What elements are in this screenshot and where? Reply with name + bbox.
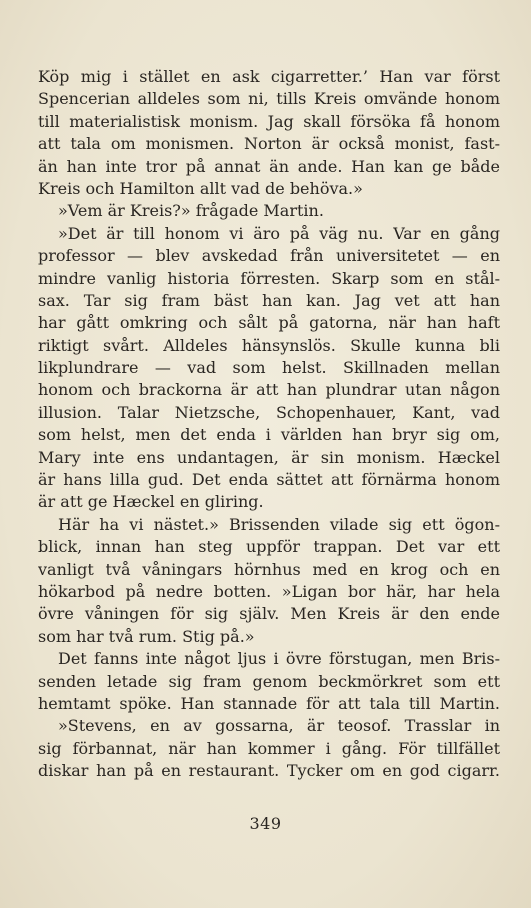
text-line: Kreis och Hamilton allt vad de behöva.»	[38, 178, 363, 198]
text-line: professor — blev avskedad från universitetet — en	[38, 246, 500, 266]
text-line: Det fanns inte något ljus i övre förstugan, men Bris-	[58, 649, 500, 669]
text-line: Här ha vi nästet.» Brissenden vilade sig ett ögon-	[58, 514, 500, 534]
text-line: likplundrare — vad som helst. Skillnaden mellan	[38, 358, 500, 378]
text-line: »Vem är Kreis?» frågade Martin.	[58, 201, 324, 221]
text-line: honom och brackorna är att han plundrar utan någon	[38, 380, 500, 400]
text-line: vanligt två våningars hörnhus med en krog och en	[38, 559, 500, 579]
text-line: sig förbannat, när han kommer i gång. För tillfället	[38, 738, 500, 758]
text-line: har gått omkring och sålt på gatorna, när han haft	[38, 313, 500, 333]
text-line: är att ge Hæckel en gliring.	[38, 492, 264, 512]
text-line: att tala om monismen. Norton är också monist, fast-	[38, 134, 500, 154]
text-line: sax. Tar sig fram bäst han kan. Jag vet att han	[38, 290, 500, 310]
text-line: »Stevens, en av gossarna, är teosof. Trasslar in	[58, 716, 500, 736]
text-line: »Det är till honom vi äro på väg nu. Var en gång	[58, 223, 500, 243]
text-line: till materialistisk monism. Jag skall försöka få honom	[38, 111, 500, 131]
page-number: 349	[249, 814, 282, 833]
text-line: hökarbod på nedre botten. »Ligan bor här, har hela	[38, 581, 500, 601]
text-line: mindre vanlig historia förresten. Skarp som en stål-	[38, 268, 500, 288]
text-line: Köp mig i stället en ask cigarretter.’ Han var först	[38, 67, 500, 86]
text-line: riktigt svårt. Alldeles hänsynslös. Skulle kunna bli	[38, 335, 500, 355]
text-line: illusion. Talar Nietzsche, Schopenhauer, Kant, vad	[38, 402, 500, 422]
text-line: Spencerian alldeles som ni, tills Kreis omvände honom	[38, 89, 500, 109]
text-line: diskar han på en restaurant. Tycker om en god cigarr.	[38, 761, 500, 781]
text-line: som har två rum. Stig på.»	[38, 626, 255, 646]
text-line: Mary inte ens undantagen, är sin monism. Hæckel	[38, 447, 500, 467]
text-line: övre våningen för sig själv. Men Kreis är den ende	[38, 604, 500, 624]
body-text	[38, 66, 500, 783]
text-line: hemtamt spöke. Han stannade för att tala till Martin.	[38, 693, 500, 713]
text-line: senden letade sig fram genom beckmörkret som ett	[38, 671, 500, 691]
text-line: som helst, men det enda i världen han bryr sig om,	[38, 425, 500, 445]
text-line: än han inte tror på annat än ande. Han kan ge både	[38, 156, 500, 176]
text-line: blick, innan han steg uppför trappan. Det var ett	[38, 537, 500, 557]
text-line: är hans lilla gud. Det enda sättet att förnärma honom	[38, 470, 500, 490]
